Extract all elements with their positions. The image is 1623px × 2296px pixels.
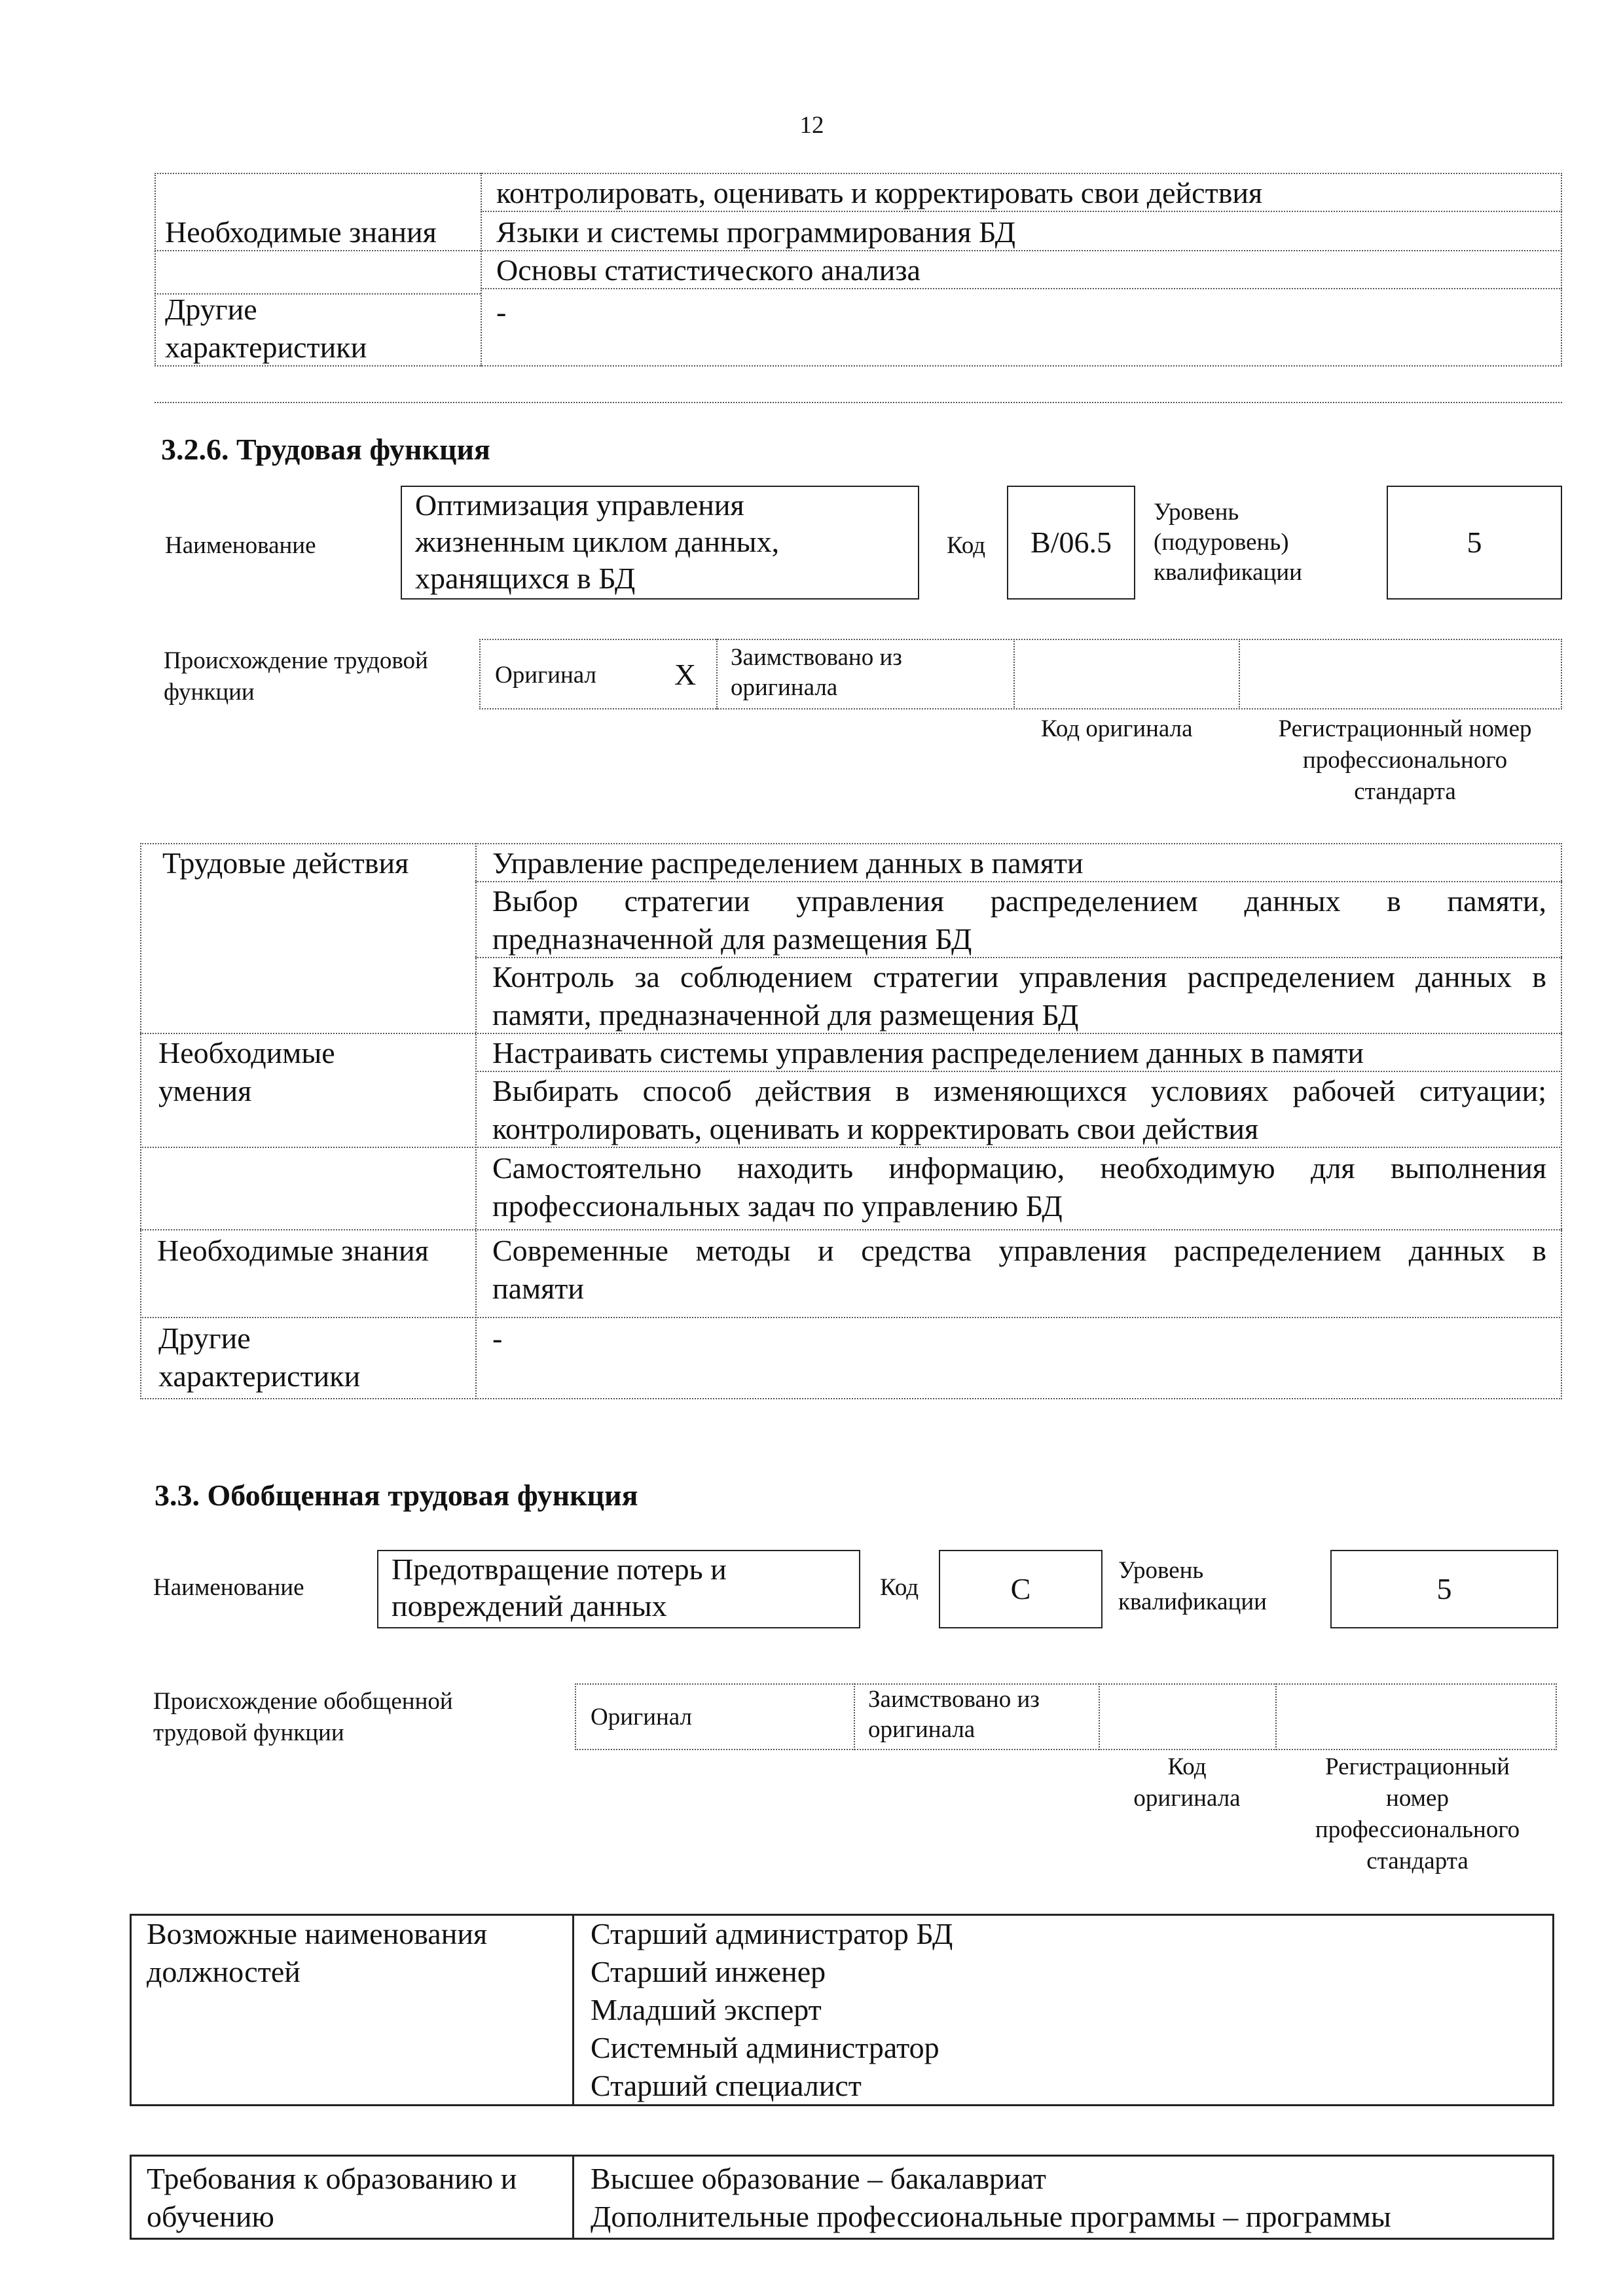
skill-item: Настраивать системы управления распределением данных в памяти [492, 1036, 1364, 1069]
reg-number-caption: Регистрационный номер профессионального стандарта [1278, 715, 1532, 805]
education-values [591, 2160, 1391, 2236]
code-original-caption: Код оригинала [1133, 1753, 1241, 1812]
code-original-caption: Код оригинала [1041, 715, 1193, 742]
function-name: Предотвращение потерь и повреждений данных [392, 1552, 727, 1623]
code-label: Код [947, 532, 986, 559]
code-label: Код [880, 1574, 919, 1601]
position-item: Старший инженер [591, 1955, 826, 1988]
separator [155, 402, 1562, 403]
section-heading: 3.2.6. Трудовая функция [161, 433, 490, 466]
knowledge-label: Необходимые знания [165, 215, 437, 249]
borrowed-label: Заимствовано из оригинала [868, 1686, 1040, 1743]
labor-action-item: Управление распределением данных в памяти [492, 846, 1084, 880]
level-box: 5 [1330, 1550, 1558, 1628]
labor-action-item: Выбор стратегии управления распределением данных в памяти, предназначенной для размещения БД [492, 884, 1546, 956]
top-row-value: контролировать, оценивать и корректировать свои действия [496, 176, 1263, 209]
reg-number-caption: Регистрационный номер профессионального стандарта [1315, 1753, 1520, 1874]
original-label: Оригинал [495, 662, 597, 689]
skill-item: Выбирать способ действия в изменяющихся условиях рабочей ситуации; контролировать, оценивать и корректировать свои действия [492, 1074, 1546, 1145]
other-characteristics-label: Другие характеристики [165, 293, 367, 364]
position-item: Старший специалист [591, 2069, 862, 2102]
position-item: Младший эксперт [591, 1993, 822, 2026]
original-mark: X [674, 658, 697, 691]
education-label: Требования к образованию и обучению [147, 2162, 517, 2233]
level-label: Уровень квалификации [1118, 1557, 1267, 1615]
education-item: Дополнительные профессиональные программы – программы [591, 2200, 1391, 2233]
code-box: C [939, 1550, 1103, 1628]
labor-action-item: Контроль за соблюдением стратегии управления распределением данных в памяти, предназначенной для размещения БД [492, 960, 1546, 1031]
name-label: Наименование [165, 532, 316, 559]
skill-item: Самостоятельно находить информацию, необходимую для выполнения профессиональных задач по управлению БД [492, 1151, 1546, 1223]
name-label: Наименование [153, 1574, 304, 1601]
knowledge-label: Необходимые знания [157, 1234, 429, 1267]
position-item: Системный администратор [591, 2031, 939, 2064]
education-item: Высшее образование – бакалавриат [591, 2162, 1046, 2195]
origin-label: Происхождение обобщенной трудовой функции [153, 1688, 453, 1746]
other-characteristics-value: - [492, 1321, 503, 1355]
knowledge-value: Языки и системы программирования БД [496, 215, 1016, 249]
function-name: Оптимизация управления жизненным циклом данных, хранящихся в БД [415, 488, 780, 595]
other-characteristics-value: - [496, 295, 507, 329]
positions-list [591, 1915, 953, 2105]
code-box: B/06.5 [1007, 486, 1135, 600]
section-heading: 3.3. Обобщенная трудовая функция [155, 1479, 638, 1512]
positions-label: Возможные наименования должностей [147, 1917, 488, 1988]
knowledge-value: Основы статистического анализа [496, 253, 921, 287]
level-box: 5 [1387, 486, 1562, 600]
borrowed-label: Заимствовано из оригинала [731, 644, 902, 701]
position-item: Старший администратор БД [591, 1917, 953, 1950]
skills-label: Необходимые умения [158, 1036, 335, 1107]
original-label: Оригинал [591, 1704, 693, 1731]
knowledge-item: Современные методы и средства управления распределением данных в памяти [492, 1234, 1546, 1305]
other-characteristics-label: Другие характеристики [158, 1321, 361, 1393]
origin-label: Происхождение трудовой функции [164, 647, 428, 706]
page-number: 12 [799, 112, 824, 139]
labor-actions-label: Трудовые действия [162, 846, 409, 880]
level-label: Уровень (подуровень) квалификации [1154, 499, 1302, 586]
